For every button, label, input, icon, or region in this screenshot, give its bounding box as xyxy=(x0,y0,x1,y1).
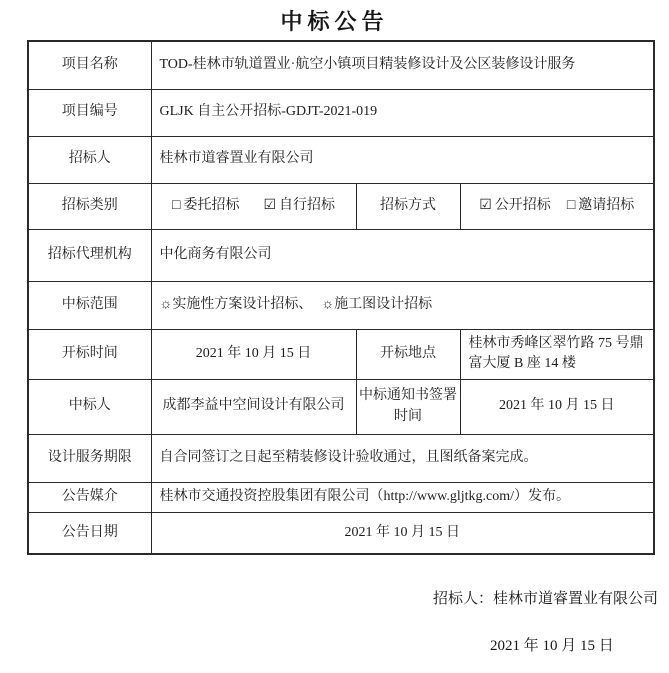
opening-place-label: 开标地点 xyxy=(356,329,460,379)
project-number-value: GLJK 自主公开招标-GDJT-2021-019 xyxy=(151,89,654,136)
tenderer-label: 招标人 xyxy=(28,136,151,183)
tender-category-value xyxy=(151,183,356,229)
row-announce-date xyxy=(28,512,654,554)
tenderer-value: 桂林市道睿置业有限公司 xyxy=(151,136,654,183)
option-self-tender-label: 自行招标 xyxy=(279,197,336,213)
announce-media-label: 公告媒介 xyxy=(28,482,151,512)
project-name-value: TOD-桂林市轨道置业·航空小镇项目精装修设计及公区装修设计服务 xyxy=(151,41,654,89)
row-tenderer xyxy=(28,136,654,183)
notice-sign-time-label: 中标通知书签署时间 xyxy=(356,379,460,434)
checkbox-checked-icon: ☑ xyxy=(479,197,492,213)
tender-method-label: 招标方式 xyxy=(356,183,460,229)
agency-label: 招标代理机构 xyxy=(28,229,151,281)
opening-time-label: 开标时间 xyxy=(28,329,151,379)
row-opening xyxy=(28,329,654,379)
footer-tenderer-signature: 招标人：桂林市道睿置业有限公司 xyxy=(433,591,659,607)
scope-bullet-icon: ☼ xyxy=(159,296,173,312)
checkbox-checked-icon: ☑ xyxy=(263,197,277,213)
service-period-value: 自合同签订之日起至精装修设计验收通过，且图纸备案完成。 xyxy=(151,434,654,482)
announce-date-value: 2021 年 10 月 15 日 xyxy=(151,512,654,554)
footer-date: 2021 年 10 月 15 日 xyxy=(490,638,614,654)
row-award-scope xyxy=(28,281,654,329)
agency-value: 中化商务有限公司 xyxy=(151,229,654,281)
row-winner xyxy=(28,379,654,434)
document-title: 中标公告 xyxy=(280,9,389,34)
announce-date-label: 公告日期 xyxy=(28,512,151,554)
row-tender-category-method xyxy=(28,183,654,229)
scope-item-1: 实施性方案设计招标 xyxy=(172,296,299,312)
row-agency xyxy=(28,229,654,281)
project-number-label: 项目编号 xyxy=(28,89,151,136)
winner-label: 中标人 xyxy=(28,379,151,434)
option-delegated-tender-label: 委托招标 xyxy=(183,197,240,213)
project-name-label: 项目名称 xyxy=(28,41,151,89)
bid-announcement-table xyxy=(27,40,655,555)
scope-bullet-icon: ☼ xyxy=(321,296,335,312)
service-period-label: 设计服务期限 xyxy=(28,434,151,482)
checkbox-unchecked-icon: □ xyxy=(566,197,576,213)
option-invited-tender-label: 邀请招标 xyxy=(578,197,635,213)
checkbox-unchecked-icon: □ xyxy=(171,197,181,213)
opening-place-value: 桂林市秀峰区翠竹路 75 号鼎富大厦 B 座 14 楼 xyxy=(460,329,654,379)
tender-category-label: 招标类别 xyxy=(28,183,151,229)
row-project-number xyxy=(28,89,654,136)
row-service-period xyxy=(28,434,654,482)
option-delegated-tender xyxy=(172,196,239,216)
scope-item-2: 施工图设计招标 xyxy=(334,296,433,312)
notice-sign-time-value: 2021 年 10 月 15 日 xyxy=(460,379,654,434)
tender-method-value xyxy=(460,183,654,229)
opening-time-value: 2021 年 10 月 15 日 xyxy=(151,329,356,379)
option-self-tender xyxy=(263,196,335,216)
option-open-tender-label: 公开招标 xyxy=(494,197,551,213)
option-invited-tender xyxy=(567,196,634,216)
winner-value: 成都李益中空间设计有限公司 xyxy=(151,379,356,434)
option-open-tender xyxy=(479,196,551,216)
award-scope-value xyxy=(151,281,654,329)
award-scope-label: 中标范围 xyxy=(28,281,151,329)
row-announce-media xyxy=(28,482,654,512)
scope-separator: 、 xyxy=(298,296,313,312)
announce-media-value: 桂林市交通投资控股集团有限公司（http://www.gljtkg.com/）发布。 xyxy=(151,482,654,512)
row-project-name xyxy=(28,41,654,89)
